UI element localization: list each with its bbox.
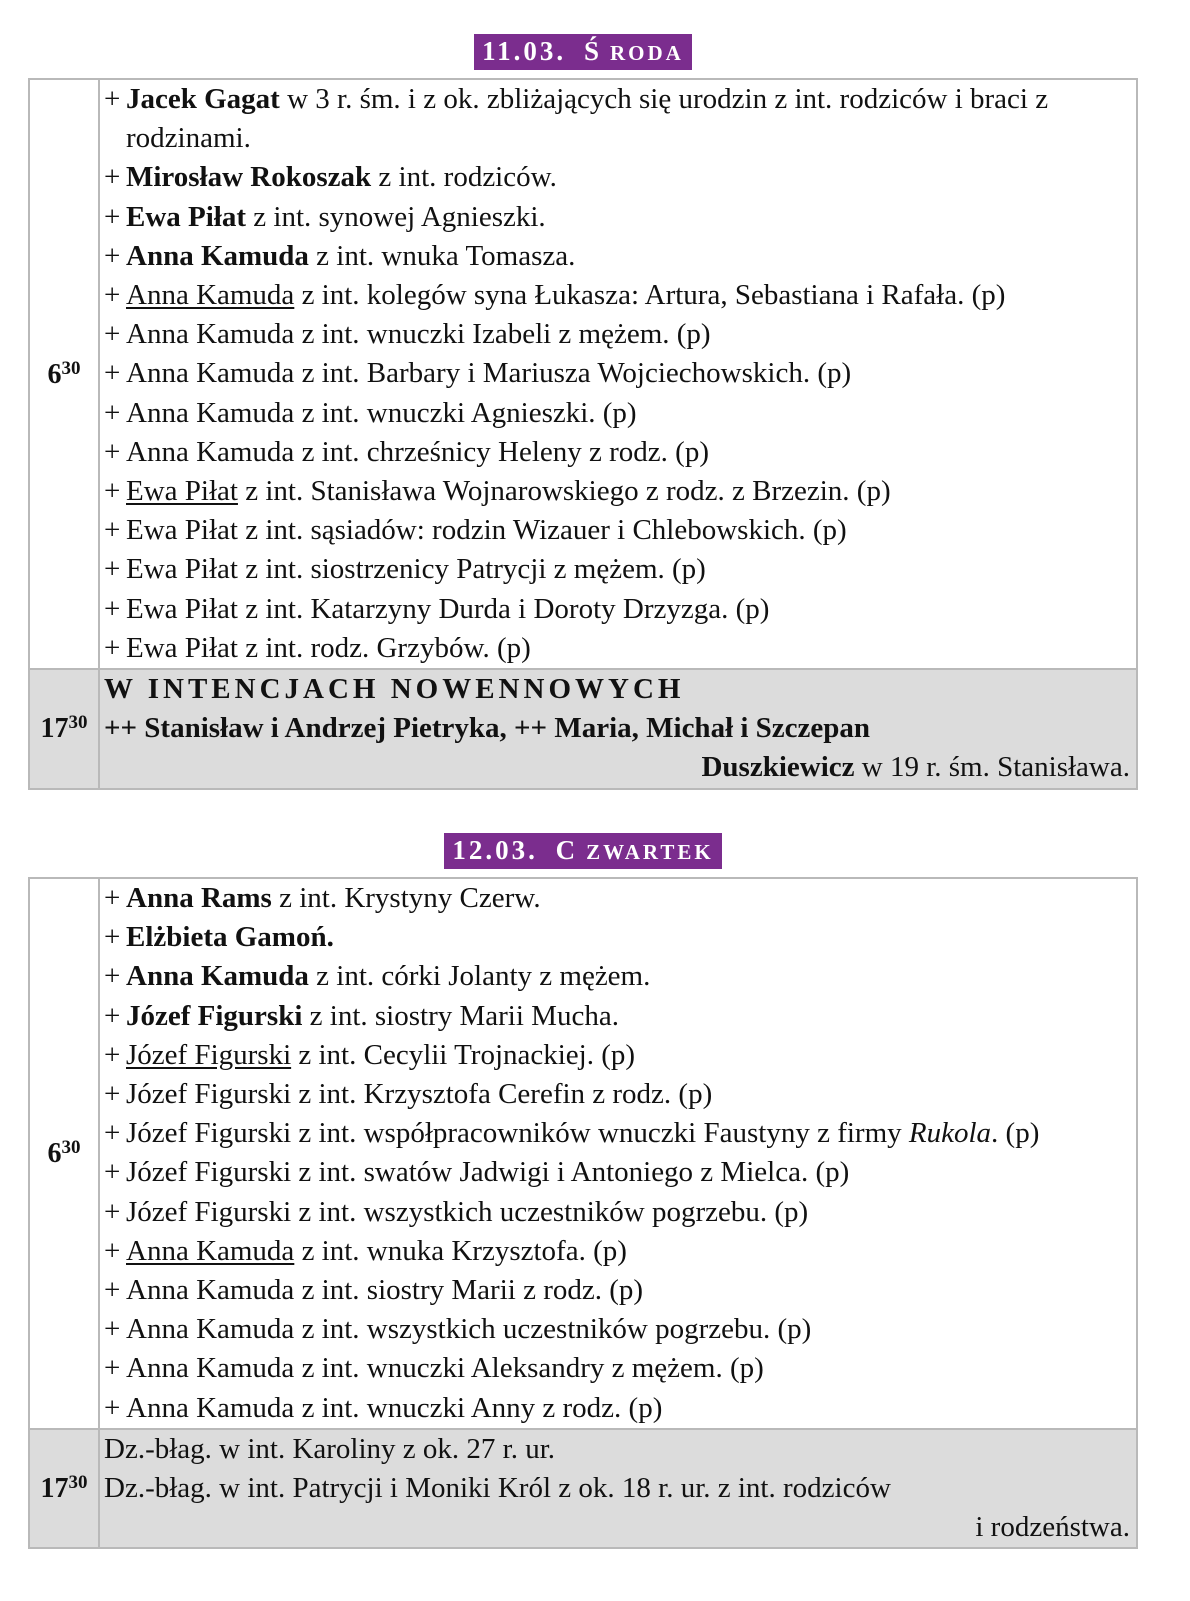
intention-text [126, 472, 1130, 511]
cross-mark: + [104, 1195, 121, 1228]
deceased-name: Anna Kamuda [126, 357, 295, 390]
novena-line [104, 748, 1130, 787]
intention-line: Dz.-błag. w int. Patrycji i Moniki Król z ok. 18 r. ur. z int. rodziców [104, 1472, 891, 1505]
intention-entry [104, 511, 1130, 550]
intention-text [126, 354, 1130, 393]
cross-mark: + [104, 921, 121, 954]
cross-mark: + [104, 553, 121, 586]
intention-text [126, 1193, 1130, 1232]
intention-text [126, 1036, 1130, 1075]
intention-text [126, 158, 1130, 197]
deceased-name: Józef Figurski [126, 1195, 292, 1228]
intention-text [126, 629, 1130, 668]
novena-rest: w 19 r. śm. Stanisława. [854, 751, 1130, 784]
mass-time [29, 1429, 99, 1549]
intention-detail: z int. wnuczki Anny z rodz. (p) [294, 1391, 663, 1424]
evening-intentions [99, 669, 1137, 789]
day-header [28, 833, 1138, 869]
intention-detail: z int. rodziców. [371, 161, 557, 194]
day-section-1 [28, 34, 1138, 790]
intention-detail: z int. wnuka Tomasza. [308, 239, 576, 272]
mass-table [28, 78, 1138, 790]
mass-time [29, 669, 99, 789]
intentions-list [99, 878, 1137, 1429]
intention-text [126, 1310, 1130, 1349]
intention-text [126, 237, 1130, 276]
intention-detail: z int. siostry Marii z rodz. (p) [294, 1274, 644, 1307]
intention-text [126, 511, 1130, 550]
deceased-name: Anna Kamuda [126, 1391, 295, 1424]
deceased-name: Mirosław Rokoszak [126, 161, 372, 194]
intention-line: Dz.-błag. w int. Karoliny z ok. 27 r. ur. [104, 1432, 556, 1465]
deceased-name: Ewa Piłat [126, 631, 238, 664]
time-hour: 17 [40, 713, 69, 745]
cross-mark: + [104, 882, 121, 914]
deceased-name: Anna Rams [126, 882, 272, 914]
intention-detail: z int. rodz. Grzybów. (p) [237, 631, 531, 664]
deceased-name: Anna Kamuda [126, 318, 295, 351]
intention-entry [104, 957, 1130, 996]
intention-entry [104, 1114, 1130, 1153]
intention-entry [104, 1232, 1130, 1271]
intention-text [126, 80, 1130, 158]
weekday-initial: C [552, 833, 583, 867]
intention-entry [104, 237, 1130, 276]
intention-entry [104, 433, 1130, 472]
cross-mark: + [104, 318, 121, 351]
cross-mark: + [104, 396, 121, 429]
deceased-name: Józef Figurski [126, 1156, 292, 1189]
intention-entry [104, 1193, 1130, 1232]
cross-mark: + [104, 1078, 121, 1111]
cross-mark: + [104, 161, 121, 194]
deceased-name: Elżbieta Gamoń. [126, 921, 334, 954]
intention-text [126, 590, 1130, 629]
intention-detail: z int. sąsiadów: rodzin Wizauer i Chlebowskich. (p) [237, 514, 847, 547]
cross-mark: + [104, 1117, 121, 1150]
intention-line: i rodzeństwa. [975, 1511, 1130, 1544]
intention-text [126, 1075, 1130, 1114]
deceased-name: Józef Figurski [126, 1038, 292, 1071]
cross-mark: + [104, 1234, 121, 1267]
intention-entry [104, 1075, 1130, 1114]
intention-entry [104, 315, 1130, 354]
company-name: Rukola [908, 1117, 992, 1150]
deceased-name: Anna Kamuda [126, 1274, 295, 1307]
intention-detail: z int. synowej Agnieszki. [246, 200, 546, 233]
cross-mark: + [104, 200, 121, 233]
intention-detail: z int. wszystkich uczestników pogrzebu. (p) [291, 1195, 809, 1228]
intention-text [126, 957, 1130, 996]
deceased-name: Anna Kamuda [126, 1313, 295, 1346]
weekday-rest: RODA [606, 36, 688, 70]
intention-entry [104, 1036, 1130, 1075]
intention-text [126, 315, 1130, 354]
intention-entry [104, 590, 1130, 629]
day-date: 12.03. [448, 833, 542, 867]
cross-mark: + [104, 1352, 121, 1385]
intention-text [126, 1349, 1130, 1388]
deceased-name: Anna Kamuda [126, 279, 295, 312]
intention-entry [104, 1153, 1130, 1192]
intention-text [126, 1271, 1130, 1310]
day-header [28, 34, 1138, 70]
deceased-name: Józef Figurski [126, 1078, 292, 1111]
intention-entry [104, 198, 1130, 237]
intention-entry [104, 472, 1130, 511]
cross-mark: + [104, 960, 121, 993]
cross-mark: + [104, 1274, 121, 1307]
intention-text [126, 879, 1130, 918]
intention-detail: z int. Barbary i Mariusza Wojciechowskich. (p) [294, 357, 852, 390]
intention-detail: z int. wnuczki Aleksandry z mężem. (p) [294, 1352, 764, 1385]
intention-text [126, 997, 1130, 1036]
intention-detail: z int. córki Jolanty z mężem. [308, 960, 651, 993]
intention-entry [104, 354, 1130, 393]
deceased-name: Anna Kamuda [126, 435, 295, 468]
intention-text [126, 394, 1130, 433]
intention-entry [104, 80, 1130, 158]
cross-mark: + [104, 83, 121, 115]
deceased-name: Józef Figurski [126, 1117, 292, 1150]
mass-row-evening [29, 669, 1137, 789]
time-minute: 30 [61, 357, 81, 379]
mass-table [28, 877, 1138, 1549]
cross-mark: + [104, 279, 121, 312]
intention-entry [104, 158, 1130, 197]
intention-detail: z int. Krzysztofa Cerefin z rodz. (p) [291, 1078, 713, 1111]
deceased-name: Anna Kamuda [126, 396, 295, 429]
deceased-name: Anna Kamuda [126, 960, 309, 993]
intention-detail: z int. Cecylii Trojnackiej. (p) [291, 1038, 636, 1071]
intention-text [126, 1389, 1130, 1428]
intention-detail: z int. wnuczki Izabeli z mężem. (p) [294, 318, 711, 351]
intention-entry [104, 1349, 1130, 1388]
intention-text [126, 433, 1130, 472]
novena-name: Duszkiewicz [701, 751, 855, 784]
intention-detail: z int. wnuczki Agnieszki. (p) [294, 396, 637, 429]
cross-mark: + [104, 999, 121, 1032]
intention-entry [104, 550, 1130, 589]
mass-row-evening [29, 1429, 1137, 1549]
intention-detail: z int. Krystyny Czerw. [271, 882, 541, 914]
weekday-initial: Ś [580, 34, 606, 68]
time-minute: 30 [61, 1136, 81, 1158]
cross-mark: + [104, 1313, 121, 1346]
deceased-name: Anna Kamuda [126, 1234, 295, 1267]
time-hour: 6 [47, 1137, 62, 1169]
time-hour: 6 [47, 358, 62, 390]
intention-text [126, 1232, 1130, 1271]
deceased-name: Ewa Piłat [126, 592, 238, 625]
intentions-list [99, 79, 1137, 669]
cross-mark: + [104, 435, 121, 468]
cross-mark: + [104, 1038, 121, 1071]
intention-detail: z int. kolegów syna Łukasza: Artura, Sebastiana i Rafała. (p) [294, 279, 1006, 312]
mass-row-morning [29, 79, 1137, 669]
intention-text [126, 918, 1130, 957]
intention-entry [104, 879, 1130, 918]
intention-text [126, 550, 1130, 589]
cross-mark: + [104, 592, 121, 625]
deceased-name: Anna Kamuda [126, 1352, 295, 1385]
deceased-name: Ewa Piłat [126, 514, 238, 547]
novena-title: W INTENCJACH NOWENNOWYCH [104, 673, 685, 706]
intention-text [126, 1114, 1130, 1153]
cross-mark: + [104, 357, 121, 390]
cross-mark: + [104, 1391, 121, 1424]
deceased-name: Józef Figurski [126, 999, 303, 1032]
cross-mark: + [104, 514, 121, 547]
intention-detail: w 3 r. śm. i z ok. zbliżających się urodzin z int. rodziców i braci z rodzinami. [126, 83, 1049, 155]
intention-entry [104, 918, 1130, 957]
intention-detail: z int. wszystkich uczestników pogrzebu. (p) [294, 1313, 812, 1346]
intention-detail: z int. wnuka Krzysztofa. (p) [294, 1234, 627, 1267]
intention-entry [104, 997, 1130, 1036]
cross-mark: + [104, 631, 121, 664]
intention-detail: z int. Stanisława Wojnarowskiego z rodz. z Brzezin. (p) [237, 475, 891, 508]
novena-line: ++ Stanisław i Andrzej Pietryka, ++ Maria, Michał i Szczepan [104, 712, 871, 745]
intention-text [126, 276, 1130, 315]
intention-entry [104, 1389, 1130, 1428]
day-title [444, 833, 721, 869]
mass-time [29, 79, 99, 669]
cross-mark: + [104, 1156, 121, 1189]
mass-row-morning [29, 878, 1137, 1429]
intention-entry [104, 629, 1130, 668]
intention-detail: z int. siostry Marii Mucha. [302, 999, 619, 1032]
intention-entry [104, 1310, 1130, 1349]
time-minute: 30 [68, 712, 88, 734]
deceased-name: Jacek Gagat [126, 83, 280, 115]
deceased-name: Ewa Piłat [126, 475, 238, 508]
day-section-2 [28, 833, 1138, 1549]
intention-entry [104, 394, 1130, 433]
intention-text [126, 1153, 1130, 1192]
intention-text [126, 198, 1130, 237]
intention-entry [104, 276, 1130, 315]
intention-entry [104, 1271, 1130, 1310]
day-date: 11.03. [478, 34, 570, 68]
deceased-name: Ewa Piłat [126, 200, 247, 233]
cross-mark: + [104, 239, 121, 272]
intention-detail-end: . (p) [991, 1117, 1040, 1150]
intention-detail: z int. współpracowników wnuczki Faustyny z firmy [291, 1117, 909, 1150]
intention-detail: z int. siostrzenicy Patrycji z mężem. (p) [237, 553, 706, 586]
cross-mark: + [104, 475, 121, 508]
weekday-rest: ZWARTEK [582, 835, 718, 869]
time-hour: 17 [40, 1473, 69, 1505]
evening-intentions [99, 1429, 1137, 1549]
intention-detail: z int. swatów Jadwigi i Antoniego z Mielca. (p) [291, 1156, 850, 1189]
intention-detail: z int. chrześnicy Heleny z rodz. (p) [294, 435, 709, 468]
deceased-name: Ewa Piłat [126, 553, 238, 586]
mass-time [29, 878, 99, 1429]
intention-detail: z int. Katarzyny Durda i Doroty Drzyzga. (p) [237, 592, 770, 625]
time-minute: 30 [68, 1472, 88, 1494]
day-title [474, 34, 692, 70]
deceased-name: Anna Kamuda [126, 239, 309, 272]
